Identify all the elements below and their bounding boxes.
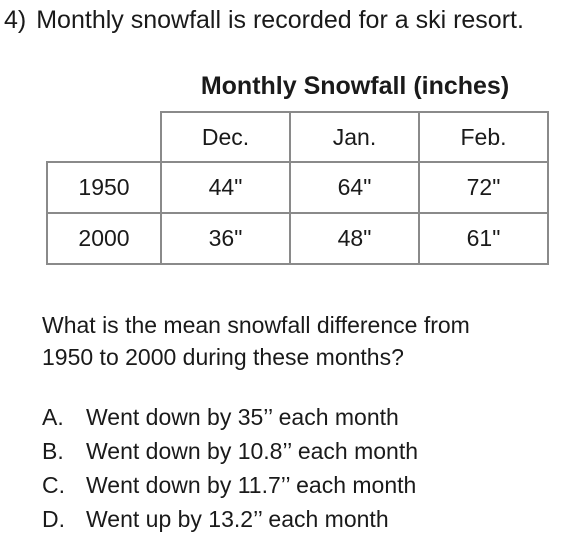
answer-choices	[42, 400, 418, 536]
choice-c[interactable]	[42, 468, 418, 502]
choice-text: Went up by 13.2’’ each month	[86, 506, 389, 532]
choice-letter: B.	[42, 438, 64, 464]
table-border-right	[547, 111, 549, 265]
choice-letter: D.	[42, 506, 65, 532]
cell-1950-jan: 64"	[337, 174, 372, 200]
choice-text: Went down by 11.7’’ each month	[86, 472, 417, 498]
table-border-bottom	[46, 263, 549, 265]
choice-b[interactable]	[42, 434, 418, 468]
cell-2000-jan: 48"	[337, 225, 372, 251]
header-dec: Dec.	[201, 123, 250, 150]
question-number: 4)	[4, 6, 27, 34]
question-prompt	[42, 309, 470, 373]
choice-text: Went down by 35’’ each month	[86, 404, 399, 430]
row-label-2000: 2000	[78, 225, 130, 251]
cell-1950-feb: 72"	[466, 174, 501, 200]
choice-text: Went down by 10.8’’ each month	[86, 438, 419, 464]
choice-a[interactable]	[42, 400, 418, 434]
choice-d[interactable]	[42, 502, 418, 536]
choice-letter: A.	[42, 404, 64, 430]
question-header	[4, 4, 524, 36]
cell-1950-dec: 44"	[208, 174, 243, 200]
header-feb: Feb.	[460, 123, 507, 150]
header-jan: Jan.	[332, 123, 377, 150]
row-label-1950: 1950	[78, 174, 130, 200]
cell-2000-dec: 36"	[208, 225, 243, 251]
cell-2000-feb: 61"	[466, 225, 501, 251]
question-text: Monthly snowfall is recorded for a ski resort.	[36, 6, 524, 34]
choice-letter: C.	[42, 472, 65, 498]
prompt-line-2: 1950 to 2000 during these months?	[42, 344, 404, 370]
table-title: Monthly Snowfall (inches)	[200, 72, 510, 100]
prompt-line-1: What is the mean snowfall difference from	[42, 312, 470, 338]
